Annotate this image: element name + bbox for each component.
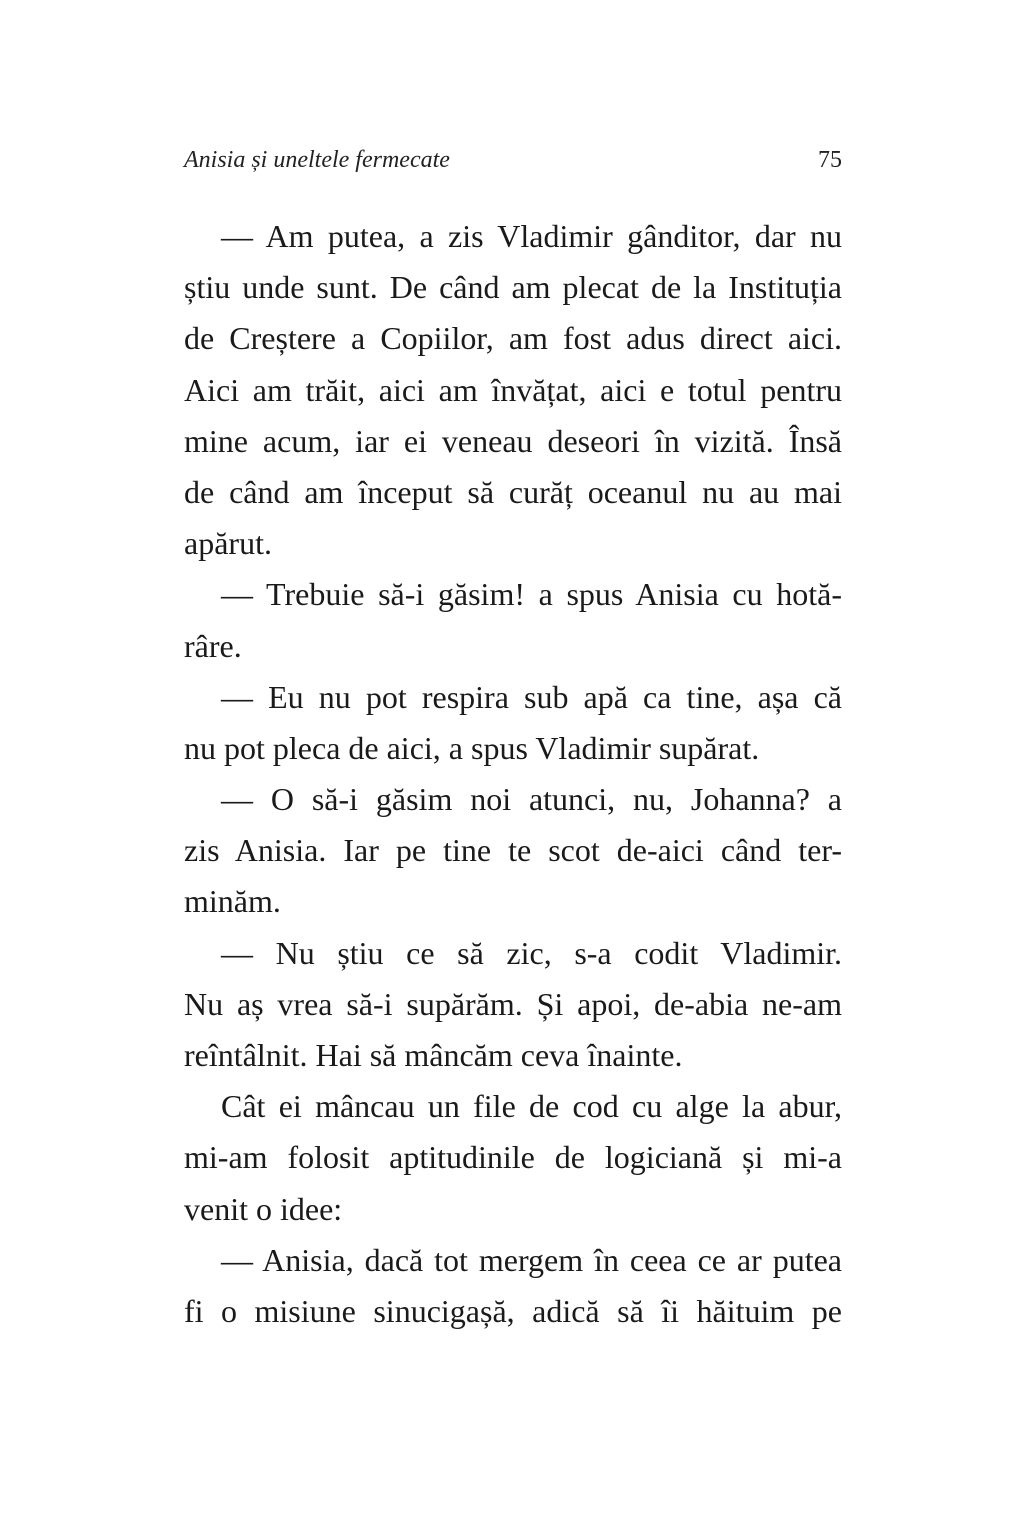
text-line: râre.: [184, 627, 242, 664]
text-line: Aici am trăit, aici am învățat, aici e totul pentru: [184, 371, 842, 408]
text-line: — Eu nu pot respira sub apă ca tine, așa că: [221, 678, 842, 715]
text-line: reîntâlnit. Hai să mâncăm ceva înainte.: [184, 1037, 683, 1073]
text-line: de când am început să curăț oceanul nu au mai: [184, 473, 842, 510]
body-text: [184, 211, 842, 1337]
text-line: Nu aș vrea să-i supărăm. Și apoi, de-abia ne-am: [184, 985, 842, 1022]
text-line: mi-am folosit aptitudinile de logiciană și mi-a: [184, 1139, 842, 1176]
text-line: — Anisia, dacă tot mergem în ceea ce ar putea: [221, 1241, 842, 1278]
text-line: venit o idee:: [184, 1190, 343, 1227]
text-line: zis Anisia. Iar pe tine te scot de-aici când ter-: [184, 832, 842, 869]
text-line: nu pot pleca de aici, a spus Vladimir supărat.: [184, 729, 760, 766]
book-title-header: Anisia și uneltele fermecate: [184, 147, 450, 173]
text-line: minăm.: [184, 883, 281, 920]
running-header: [184, 140, 842, 180]
text-line: Cât ei mâncau un file de cod cu alge la abur,: [221, 1088, 842, 1125]
text-line: fi o misiune sinucigașă, adică să îi hăituim pe: [184, 1292, 842, 1329]
text-line: apărut.: [184, 525, 272, 562]
text-line: știu unde sunt. De când am plecat de la Instituția: [184, 269, 842, 306]
text-line: — O să-i găsim noi atunci, nu, Johanna? a: [221, 781, 842, 818]
page-number: 75: [818, 147, 842, 173]
text-line: — Am putea, a zis Vladimir gânditor, dar nu: [221, 218, 842, 254]
text-line: — Nu știu ce să zic, s-a codit Vladimir.: [221, 934, 842, 971]
text-line: de Creștere a Copiilor, am fost adus direct aici.: [184, 320, 842, 357]
text-line: — Trebuie să-i găsim! a spus Anisia cu hotă-: [221, 576, 842, 613]
text-line: mine acum, iar ei veneau deseori în vizită. Însă: [184, 422, 842, 459]
